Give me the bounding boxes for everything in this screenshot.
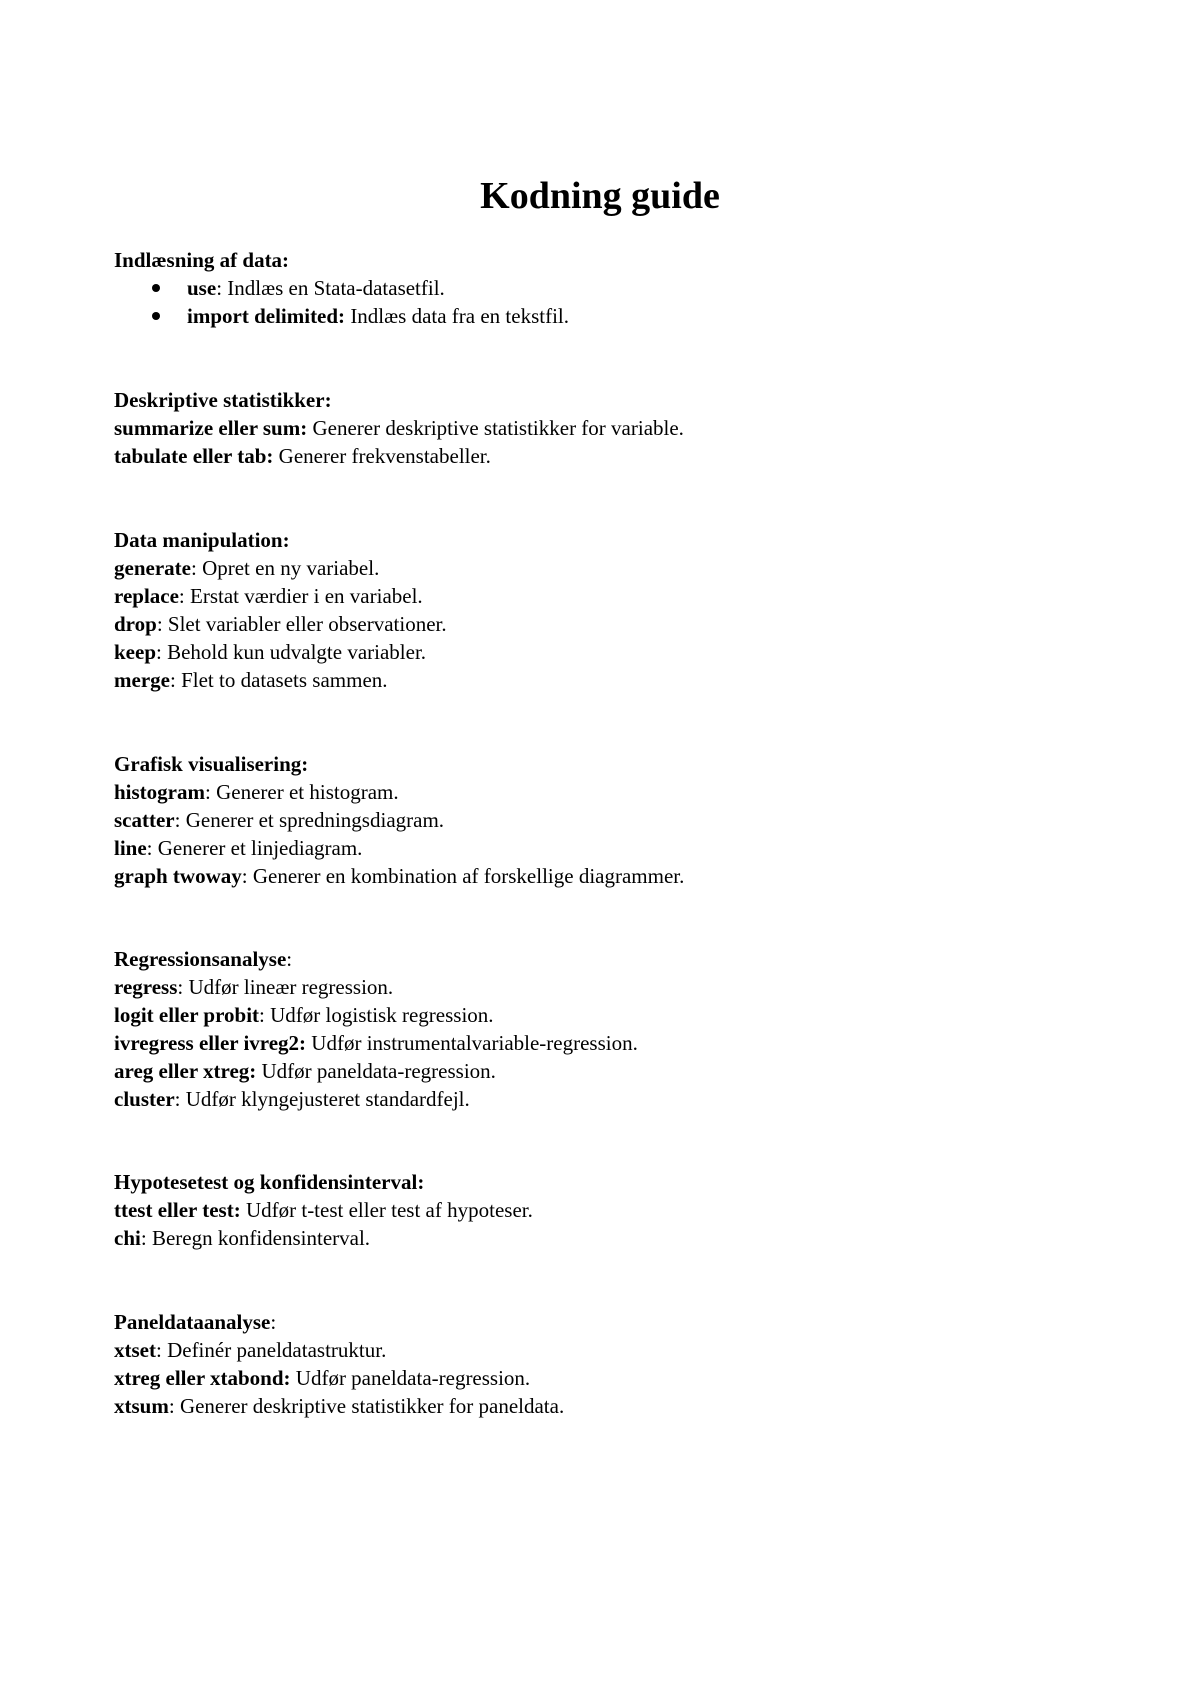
list-item	[114, 1085, 1114, 1113]
list-item	[114, 666, 1114, 694]
list-item	[114, 554, 1114, 582]
command-name: chi	[114, 1226, 141, 1250]
command-name: histogram	[114, 780, 205, 804]
list-item	[114, 1196, 1114, 1224]
section-heading-suffix: :	[286, 947, 293, 971]
list-item	[114, 414, 1114, 442]
separator: :	[155, 1338, 162, 1362]
command-name: tabulate eller tab:	[114, 444, 274, 468]
separator: :	[216, 276, 223, 300]
command-name: ttest eller test:	[114, 1198, 241, 1222]
section-heading	[114, 945, 1114, 973]
command-description: Indlæs en Stata-datasetfil.	[222, 276, 445, 300]
section-manipulation	[114, 526, 1114, 694]
command-description: Erstat værdier i en variabel.	[184, 584, 423, 608]
separator: :	[190, 556, 197, 580]
list-item	[114, 1029, 1114, 1057]
list-item	[114, 1336, 1114, 1364]
section-import	[114, 246, 1114, 330]
command-name: regress	[114, 975, 178, 999]
list-item	[114, 806, 1114, 834]
section-regression	[114, 945, 1114, 1113]
separator: :	[174, 1087, 181, 1111]
command-description: Udfør lineær regression.	[183, 975, 394, 999]
command-description: Flet to datasets sammen.	[175, 668, 388, 692]
page-title: Kodning guide	[480, 175, 720, 217]
bullet-icon	[152, 284, 160, 292]
list-item	[114, 582, 1114, 610]
separator: :	[156, 640, 162, 664]
command-name: keep	[114, 640, 156, 664]
section-heading-suffix: :	[270, 1310, 277, 1334]
command-description: Generer deskriptive statistikker for paneldata.	[174, 1394, 565, 1418]
section-heading-text: Paneldataanalyse	[114, 1310, 271, 1334]
command-description: Udfør t-test eller test af hypoteser.	[240, 1198, 533, 1222]
command-name: xtreg eller xtabond:	[114, 1366, 291, 1390]
separator: :	[168, 1394, 175, 1418]
list-item	[114, 778, 1114, 806]
command-description: Generer et linjediagram.	[152, 836, 363, 860]
command-description: Generer deskriptive statistikker for variable.	[307, 416, 684, 440]
command-name: cluster	[114, 1087, 175, 1111]
bullet-list	[114, 274, 1114, 330]
separator: :	[140, 1226, 147, 1250]
section-heading: Hypotesetest og konfidensinterval:	[114, 1170, 425, 1194]
section-heading: Data manipulation:	[114, 528, 290, 552]
command-name: scatter	[114, 808, 175, 832]
command-description: Generer en kombination af forskellige diagrammer.	[247, 864, 685, 888]
section-heading: Indlæsning af data:	[114, 248, 290, 272]
command-description: Generer et histogram.	[210, 780, 399, 804]
command-name: xtset	[114, 1338, 156, 1362]
list-item	[114, 1001, 1114, 1029]
section-heading	[114, 1308, 1114, 1336]
section-heading: Grafisk visualisering:	[114, 752, 309, 776]
command-name: ivregress eller ivreg2:	[114, 1031, 307, 1055]
section-panel	[114, 1308, 1114, 1420]
list-item	[114, 610, 1114, 638]
command-description: Udfør paneldata-regression.	[256, 1059, 496, 1083]
command-description: Udfør paneldata-regression.	[290, 1366, 531, 1390]
separator: :	[259, 1003, 265, 1027]
list-item	[114, 973, 1114, 1001]
list-item	[114, 442, 1114, 470]
section-graphics	[114, 750, 1114, 890]
command-description: Udfør logistisk regression.	[264, 1003, 494, 1027]
command-name: import delimited:	[187, 304, 346, 328]
command-name: line	[114, 836, 147, 860]
section-heading: Deskriptive statistikker:	[114, 388, 332, 412]
command-name: graph twoway	[114, 864, 242, 888]
separator: :	[156, 612, 163, 636]
list-item	[114, 1224, 1114, 1252]
command-description: Indlæs data fra en tekstfil.	[345, 304, 569, 328]
command-name: areg eller xtreg:	[114, 1059, 257, 1083]
section-hypothesis	[114, 1168, 1114, 1252]
command-name: xtsum	[114, 1394, 169, 1418]
section-heading-text: Regressionsanalyse	[114, 947, 287, 971]
command-name: drop	[114, 612, 157, 636]
list-item	[114, 302, 1114, 330]
list-item	[114, 638, 1114, 666]
command-description: Opret en ny variabel.	[196, 556, 380, 580]
command-name: summarize eller sum:	[114, 416, 308, 440]
command-description: Udfør instrumentalvariable-regression.	[306, 1031, 638, 1055]
command-description: Generer et spredningsdiagram.	[180, 808, 445, 832]
separator: :	[169, 668, 176, 692]
separator: :	[146, 836, 153, 860]
list-item	[114, 1392, 1114, 1420]
separator: :	[174, 808, 181, 832]
list-item	[114, 862, 1114, 890]
separator: :	[178, 584, 185, 608]
command-description: Behold kun udvalgte variabler.	[161, 640, 427, 664]
separator: :	[177, 975, 184, 999]
command-description: Slet variabler eller observationer.	[162, 612, 447, 636]
list-item	[114, 834, 1114, 862]
list-item	[114, 1364, 1114, 1392]
bullet-icon	[152, 312, 160, 320]
command-name: use	[187, 276, 217, 300]
command-description: Definér paneldatastruktur.	[161, 1338, 387, 1362]
command-name: merge	[114, 668, 170, 692]
section-descriptive	[114, 386, 1114, 470]
command-name: logit eller probit	[114, 1003, 260, 1027]
command-name: generate	[114, 556, 191, 580]
command-description: Beregn konfidensinterval.	[146, 1226, 371, 1250]
list-item	[114, 274, 1114, 302]
command-description: Generer frekvenstabeller.	[273, 444, 491, 468]
list-item	[114, 1057, 1114, 1085]
command-description: Udfør klyngejusteret standardfejl.	[180, 1087, 470, 1111]
separator: :	[241, 864, 248, 888]
command-name: replace	[114, 584, 179, 608]
separator: :	[205, 780, 211, 804]
